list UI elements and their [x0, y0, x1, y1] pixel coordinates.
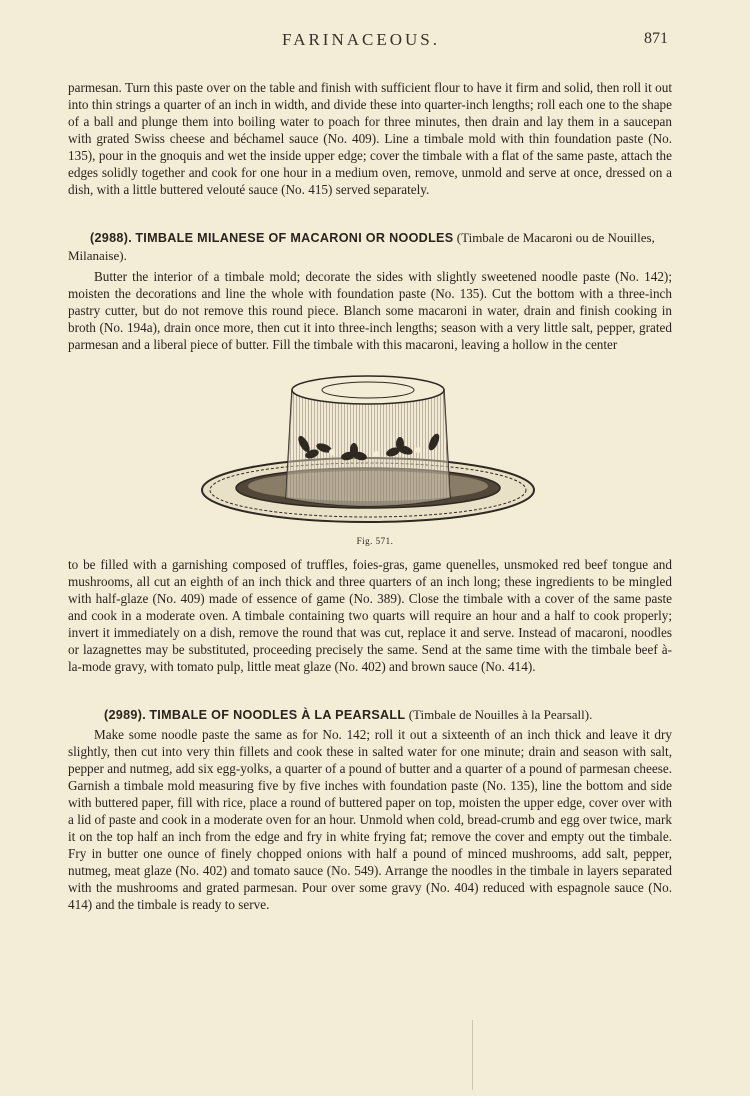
- recipe-2988-heading: [68, 229, 672, 264]
- recipe-2988-paragraph-1: Butter the interior of a timbale mold; decorate the sides with slightly sweetened noodle paste (No. 142); moisten the decorations and line the whole with foundation paste (No. 135). Cut the bottom with a three-inch pastry cutter, but do not remove this round piece. Blanch some macaroni in water, drain and finish cooking in broth (No. 194a), drain once more, then cut it into three-inch lengths; season with a very little salt, pepper, grated parmesan and a liberal piece of butter. Fill the timbale with this macaroni, leaving a hollow in the center: [68, 269, 672, 352]
- intro-paragraph: parmesan. Turn this paste over on the table and finish with sufficient flour to have it firm and solid, then roll it out into thin strings a quarter of an inch in width, and divide these into quarter-inch lengths; roll each one to the shape of a ball and plunge them into boiling water to poach for three minutes, then drain and lay them in a saucepan with grated Swiss cheese and béchamel sauce (No. 409). Line a timbale mold with thin foundation paste (No. 135), pour in the gnoquis and wet the inside upper edge; cover the timbale with a flat of the same paste, attach the edges solidly together and cook for one hour in a medium oven, remove, unmold and serve at once, dressed on a dish, with a little buttered velouté sauce (No. 415) served separately.: [68, 80, 672, 197]
- timbale-illustration: [200, 372, 540, 532]
- recipe-2989-subtitle: (Timbale de Nouilles à la Pearsall).: [408, 707, 593, 722]
- recipe-2989-heading: [68, 706, 672, 724]
- running-title: FARINACEOUS.: [282, 30, 441, 49]
- recipe-2989-paragraph: Make some noodle paste the same as for No. 142; roll it out a sixteenth of an inch thick and leave it dry slightly, then cut into very thin fillets and cook these in salted water for one minute; drain and season with salt, pepper and nutmeg, add six egg-yolks, a quarter of a pound of butter and a quarter of a pound of parmesan cheese. Garnish a timbale mold measuring five by five inches with foundation paste (No. 135), line the bottom and side with buttered paper, fill with rice, place a round of buttered paper on top, moisten the upper edge, cover over with a lid of paste and cook in a moderate oven for an hour. Unmold when cold, bread-crumb and egg over twice, mark it on the top half an inch from the edge and fry in white frying fat; remove the cover and empty out the timbale. Fry in butter one ounce of finely chopped onions with half a pound of minced mushrooms, add salt, pepper, nutmeg, meat glaze (No. 402) and tomato sauce (No. 549). Arrange the noodles in the timbale in layers separated with the mushrooms and grated parmesan. Pour over some gravy (No. 404) reduced with espagnole sauce (No. 414) and the timbale is ready to serve.: [68, 727, 672, 912]
- recipe-2988-title: TIMBALE MILANESE OF MACARONI OR NOODLES: [135, 231, 454, 245]
- recipe-2988-paragraph-2: to be filled with a garnishing composed of truffles, foies-gras, game quenelles, unsmoked red beef tongue and mushrooms, all cut an eighth of an inch thick and three quarters of an inch long; these ingredients to be mingled with half-glaze (No. 409) made of essence of game (No. 389). Close the timbale with a cover of the same paste and cook in a moderate oven. A timbale containing two quarts will require an hour and a half to cook properly; invert it immediately on a dish, remove the round that was cut, replace it and serve. Instead of macaroni, noodles or lazagnettes may be substituted, proceeding precisely the same. Send at the same time with the timbale beef à-la-mode gravy, with tomato pulp, little meat glaze (No. 402) and brown sauce (No. 414).: [68, 557, 672, 674]
- recipe-2988-number: (2988).: [90, 231, 133, 245]
- recipe-2989-number: (2989).: [104, 708, 147, 722]
- figure-caption: Fig. 571.: [356, 536, 394, 546]
- recipe-2989-title: TIMBALE OF NOODLES À LA PEARSALL: [149, 708, 406, 722]
- running-head: [0, 30, 750, 50]
- recipe-2988-subtitle: (Timbale de Macaroni ou de Nouilles, Milanaise).: [68, 230, 655, 263]
- page-fold-mark: [472, 1020, 473, 1090]
- page-number: 871: [644, 30, 668, 47]
